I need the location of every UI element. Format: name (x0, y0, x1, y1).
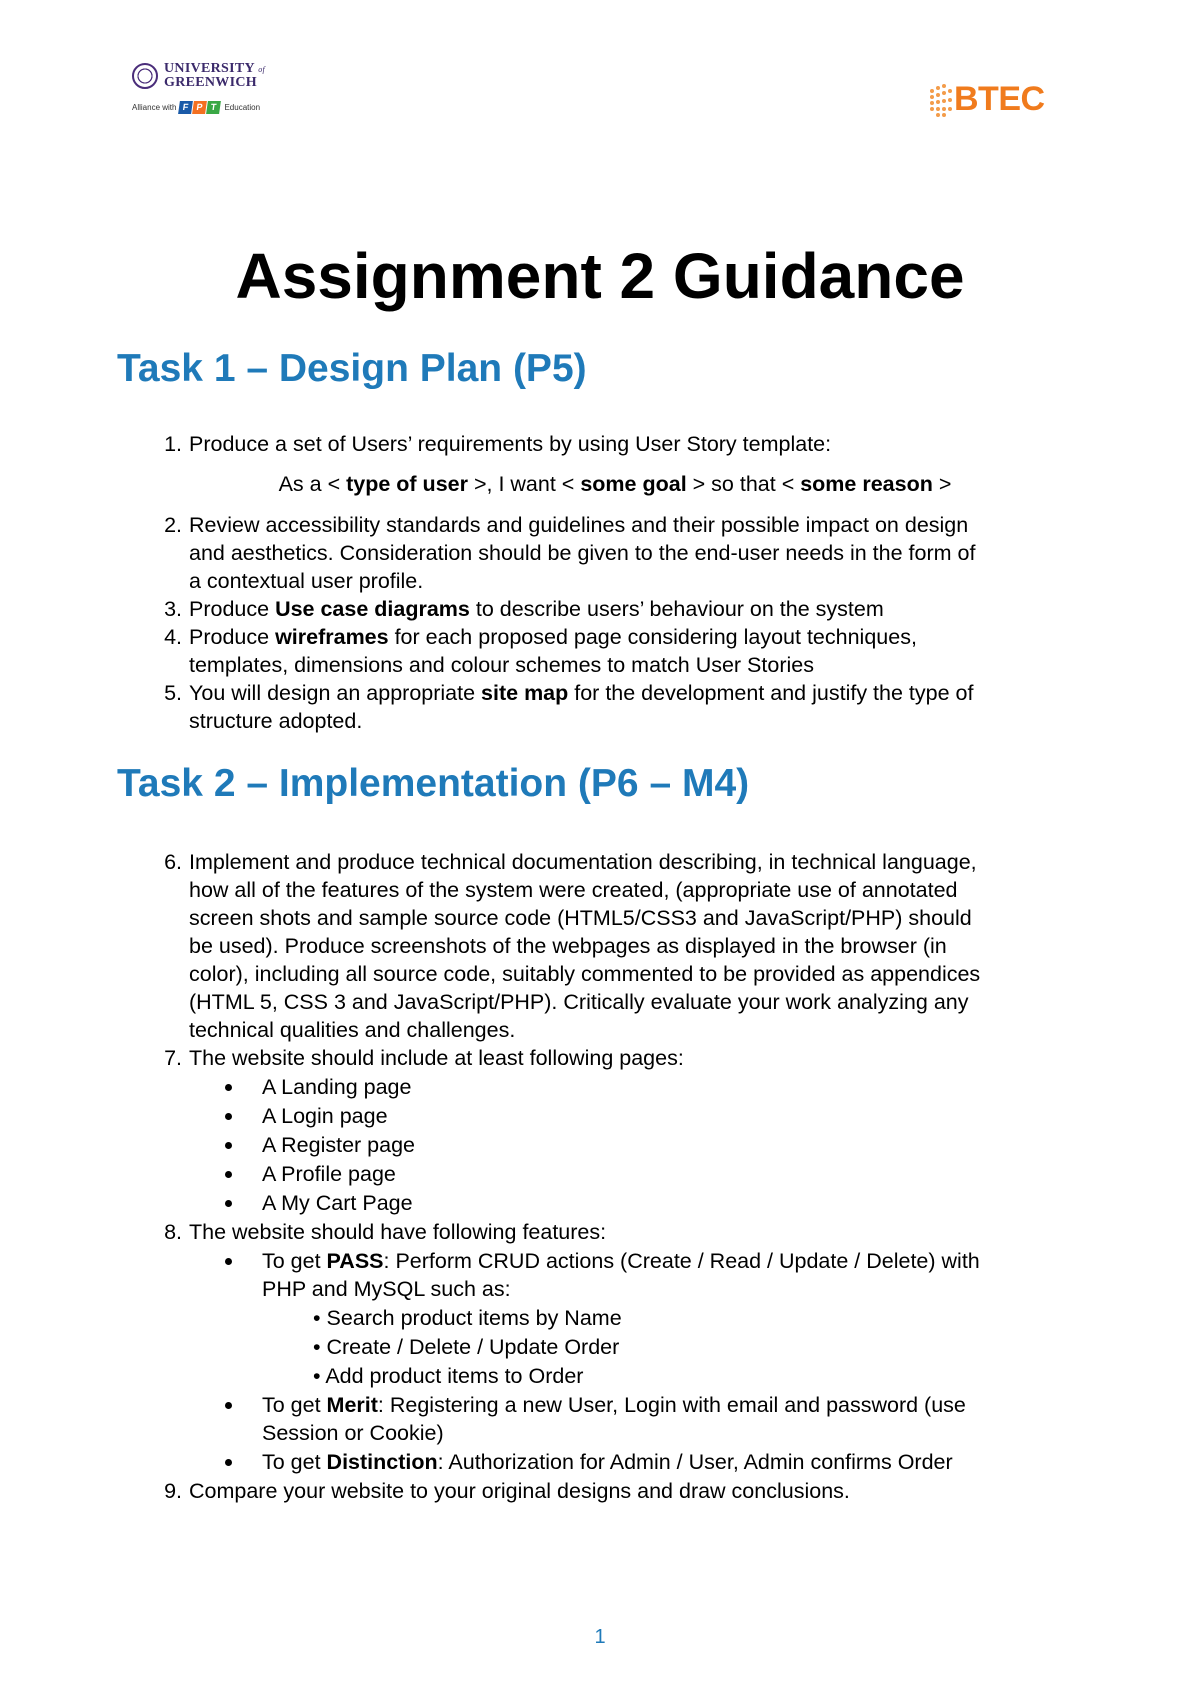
bullet-icon (225, 1113, 232, 1120)
template-type-of-user: type of user (346, 472, 468, 496)
pass-sub-bullet: • Search product items by Name (313, 1306, 622, 1330)
list-text: Produce a set of Users’ requirements by using User Story template: (189, 432, 832, 456)
fpt-logo (179, 101, 221, 114)
fpt-letter-t: T (207, 101, 222, 114)
bullet-icon (225, 1258, 232, 1265)
list-number: 1. (164, 432, 182, 456)
document-title: Assignment 2 Guidance (235, 240, 965, 312)
task2-heading: Task 2 – Implementation (P6 – M4) (117, 762, 750, 805)
btec-text: BTEC (954, 80, 1045, 118)
user-story-template: As a < type of user >, I want < some goal > so that < some reason > (278, 472, 952, 496)
list-number: 2. (164, 513, 182, 537)
btec-logo (928, 80, 1045, 119)
alliance-education: Education (224, 103, 261, 112)
bold-term: site map (481, 681, 569, 705)
alliance-fpt-logo (132, 101, 282, 114)
btec-dots-icon (928, 83, 954, 117)
task1-heading: Task 1 – Design Plan (P5) (117, 347, 587, 390)
list-number: 7. (164, 1046, 182, 1070)
list-number: 9. (164, 1479, 182, 1503)
pass-sub-bullet: • Create / Delete / Update Order (313, 1335, 620, 1359)
bold-term: Use case diagrams (275, 597, 470, 621)
list-number: 4. (164, 625, 182, 649)
bullet-icon (225, 1402, 232, 1409)
pass-sub-bullet: • Add product items to Order (313, 1364, 584, 1388)
alliance-label: Alliance with (132, 103, 177, 112)
list-number: 8. (164, 1220, 182, 1244)
document-page: UNIVERSITY of GREENWICH Alliance with F P T Education BTEC Assignment 2 Guidance Task 1 – Design Plan (P5) 1. Produce a set of Users’ requirements by using User Story template: As a < type of user >, I want < some goal > so that < some reason > 2. Review accessibility standards and guidelines and their possible impact on design and aesthetics. Consideration should be given to the end-user needs in the form of a contextual user profile. 3. Produce Use case diagrams to describe users’ behaviour on the system 4. Produce wireframes for each proposed page considering layout techniques, templates, dimensions and colour schemes to match User Stories 5. You will design an appropriate site map for the development and justify the type of structure adopted. Task 2 – Implementation (P6 – M4) 6. Implement and produce technical documentation describing, in technical language, how all of the features of the system were created, (appropriate use of annotated screen shots and sample source code (HTML5/CSS3 and JavaScript/PHP) should be used). Produce screenshots of the webpages as displayed in the browser (in color), including all source code, suitably commented to be provided as appendices (HTML 5, CSS 3 and JavaScript/PHP). Critically evaluate your work analyzing any technical qualities and challenges. 7. The website should include at least following pages: A Landing page A Login page A Register page A Profile page A My Cart Page 8. The website should have following features: To get PASS: Perform CRUD actions (Create / Read / Update / Delete) with PHP and MySQL such as: • Search product items by Name • Create / Delete / Update Order • Add product items to Order To get Merit: Registering a new User, Login with email and password (use Session or Cookie) To get Distinction: Authorization for Admin / User, Admin confirms Order 9. Compare your website to your original designs and draw conclusions. 1 (0, 0, 1200, 1698)
template-some-reason: some reason (800, 472, 933, 496)
university-name-line1: UNIVERSITY (164, 61, 255, 76)
bold-term: wireframes (275, 625, 389, 649)
fpt-letter-p: P (193, 101, 208, 114)
template-some-goal: some goal (580, 472, 687, 496)
list-number: 5. (164, 681, 182, 705)
fpt-letter-f: F (179, 101, 194, 114)
list-number: 6. (164, 850, 182, 874)
university-crest-icon (132, 63, 158, 89)
university-of: of (258, 65, 266, 74)
page-number: 1 (594, 1626, 606, 1648)
university-name-line2: GREENWICH (164, 75, 257, 90)
bullet-icon (225, 1459, 232, 1466)
bullet-icon (225, 1200, 232, 1207)
list-number: 3. (164, 597, 182, 621)
bullet-icon (225, 1084, 232, 1091)
bullet-icon (225, 1142, 232, 1149)
university-logo (132, 62, 282, 132)
bullet-icon (225, 1171, 232, 1178)
